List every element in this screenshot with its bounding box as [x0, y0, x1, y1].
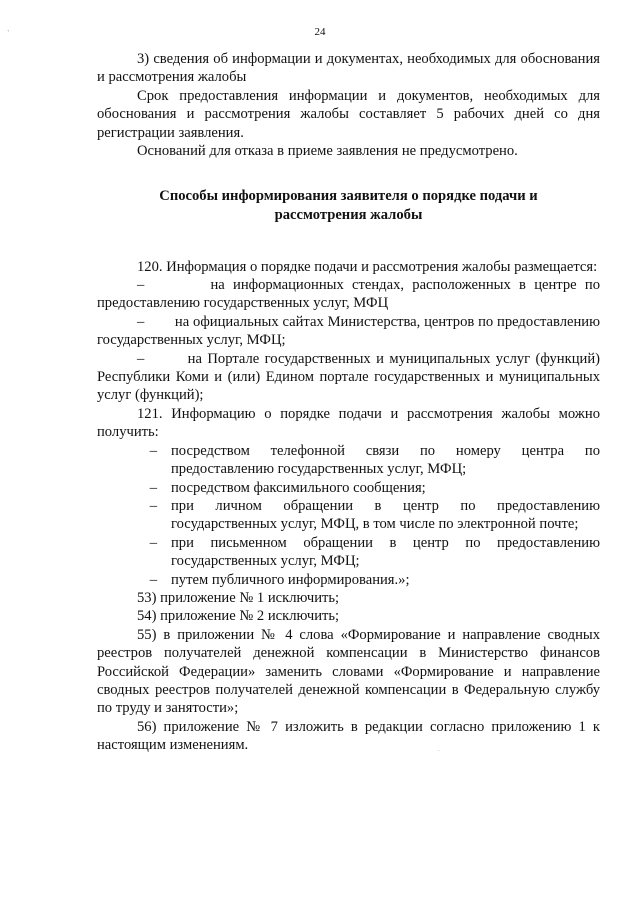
list-item-text: посредством телефонной связи по номеру центра по предоставлению государственных услуг, МФЦ; — [171, 442, 600, 478]
paragraph-121-intro: 121. Информацию о порядке подачи и рассмотрения жалобы можно получить: — [97, 405, 600, 441]
paragraph-deadline: Срок предоставления информации и документов, необходимых для обоснования и рассмотрения жалобы составляет 5 рабочих дней со дня регистрации заявления. — [97, 87, 600, 141]
list-item — [97, 479, 600, 497]
list-item-text: при личном обращении в центр по предоставлению государственных услуг, МФЦ, в том числе по электронной почте; — [171, 497, 600, 533]
dash-bullet: – — [149, 534, 157, 551]
document-body — [97, 50, 600, 755]
list-item: – на официальных сайтах Министерства, центров по предоставлению государственных услуг, МФЦ; — [97, 313, 600, 349]
list-item — [97, 534, 600, 571]
list-item — [97, 442, 600, 479]
amendment-56: 56) приложение № 7 изложить в редакции согласно приложению 1 к настоящим изменениям. — [97, 718, 600, 754]
dash-bullet: – — [149, 571, 157, 588]
dash-bullet: – — [149, 479, 157, 496]
list-item-text: путем публичного информирования.»; — [171, 571, 410, 588]
paragraph-item-3: 3) сведения об информации и документах, необходимых для обоснования и рассмотрения жалобы — [97, 51, 600, 86]
paragraph-no-refusal: Оснований для отказа в приеме заявления не предусмотрено. — [137, 143, 518, 160]
scan-artifact-mark: ` — [7, 29, 10, 38]
amendment-53: 53) приложение № 1 исключить; — [137, 589, 340, 606]
list-item-text: посредством факсимильного сообщения; — [171, 479, 426, 496]
section-heading: Способы информирования заявителя о порядке подачи и рассмотрения жалобы — [159, 188, 538, 224]
dash-bullet: – — [149, 442, 157, 459]
list-item — [97, 571, 600, 589]
list-item: – на информационных стендах, расположенных в центре по предоставлению государственных услуг, МФЦ — [97, 277, 600, 312]
list-item — [97, 497, 600, 534]
amendment-55: 55) в приложении № 4 слова «Формирование и направление сводных реестров получателей денежной компенсации в Министерство финансов Российской Федерации» заменить словами «Формирование и направление сводных реестров получателей денежной компенсации в Федеральную службу по труду и занятости»; — [97, 626, 600, 717]
dash-bullet: – — [149, 497, 157, 514]
paragraph-120-intro: 120. Информация о порядке подачи и рассмотрения жалобы размещается: — [137, 258, 598, 275]
list-item: – на Портале государственных и муниципальных услуг (функций) Республики Коми и (или) Едином портале государственных и муниципальных услуг (функций); — [97, 350, 600, 404]
amendment-54: 54) приложение № 2 исключить; — [137, 608, 340, 625]
page-number: 24 — [314, 26, 326, 38]
list-item-text: при письменном обращении в центр по предоставлению государственных услуг, МФЦ; — [171, 534, 600, 570]
scan-artifact-dot: . — [438, 745, 440, 753]
